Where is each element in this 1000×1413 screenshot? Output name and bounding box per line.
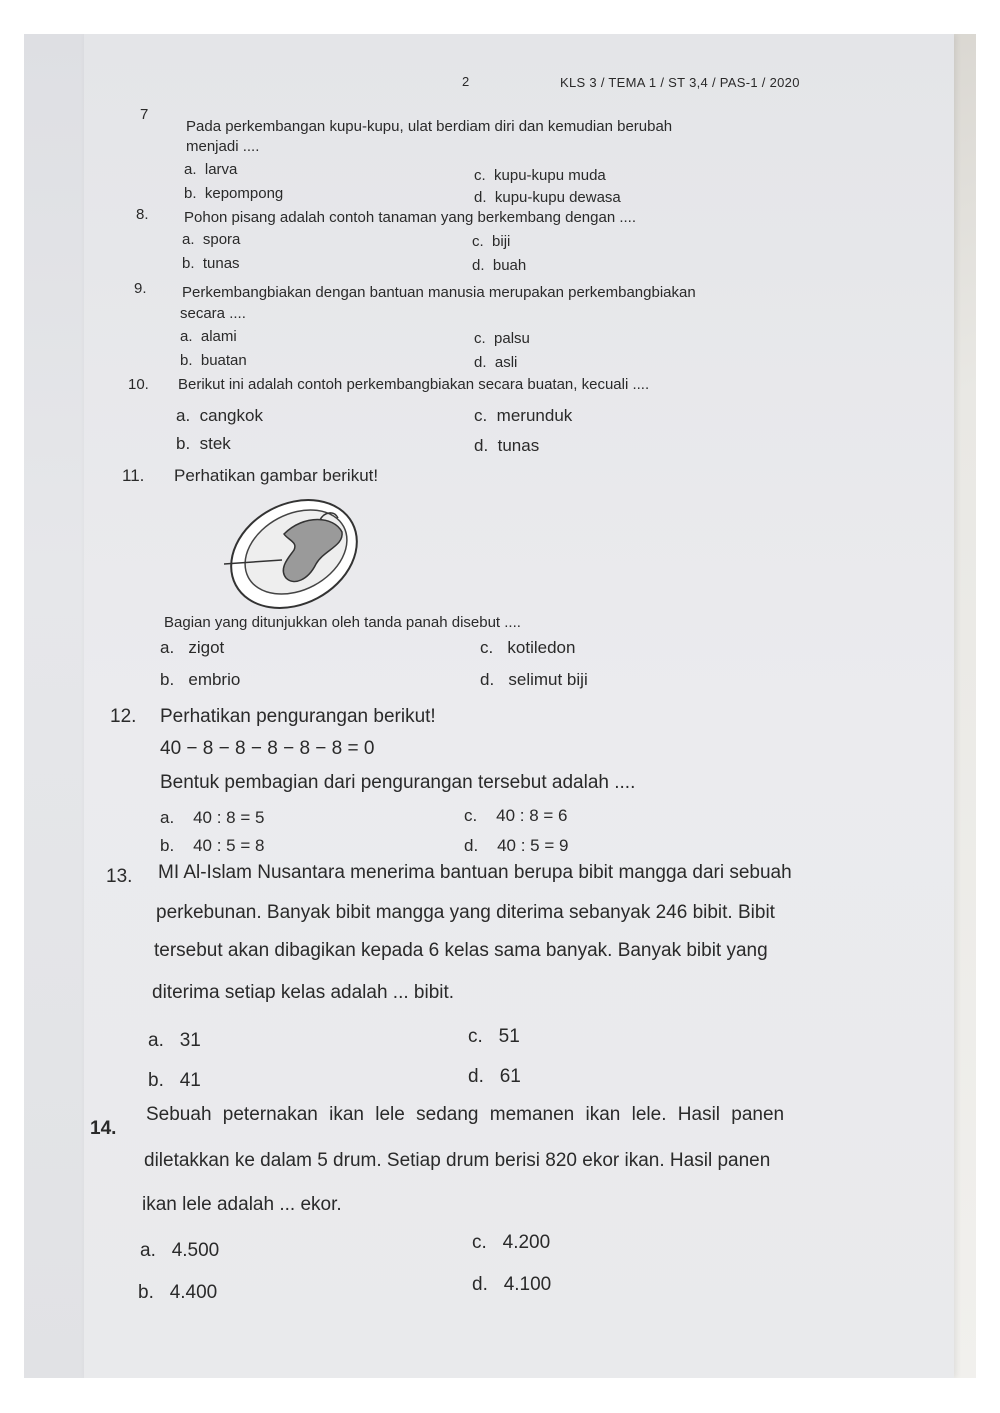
seed-cross-section-figure (224, 494, 364, 614)
question-11-option-a: a. zigot (160, 638, 225, 657)
question-11-option-b: b. embrio (160, 670, 241, 689)
question-12-text-1: Perhatikan pengurangan berikut! (160, 706, 436, 727)
question-9-text-1: Perkembangbiakan dengan bantuan manusia merupakan perkembangbiakan (182, 284, 696, 301)
question-8-number: 8. (136, 206, 149, 223)
question-14-option-a: a. 4.500 (140, 1240, 220, 1261)
question-8-option-b: b. tunas (182, 255, 240, 272)
question-9-option-d: d. asli (474, 354, 518, 371)
question-11-number: 11. (122, 466, 145, 485)
question-10-option-c: c. merunduk (474, 406, 573, 425)
photo-background (24, 34, 976, 1378)
question-10-option-d: d. tunas (474, 436, 540, 455)
question-14-number: 14. (90, 1118, 117, 1139)
question-8-option-d: d. buah (472, 257, 527, 274)
question-12-option-b: b. 40 : 5 = 8 (160, 836, 265, 855)
question-7-option-c: c. kupu-kupu muda (474, 167, 606, 184)
question-10-option-b: b. stek (176, 434, 231, 453)
question-14-option-d: d. 4.100 (472, 1274, 552, 1295)
question-12-option-c: c. 40 : 8 = 6 (464, 806, 568, 825)
question-7-option-b: b. kepompong (184, 185, 284, 202)
question-7-text-2: menjadi .... (186, 138, 260, 155)
question-9-option-a: a. alami (180, 328, 237, 345)
question-12-equation: 40 − 8 − 8 − 8 − 8 − 8 = 0 (160, 738, 375, 759)
question-12-option-d: d. 40 : 5 = 9 (464, 836, 569, 855)
question-13-text-2: perkebunan. Banyak bibit mangga yang diterima sebanyak 246 bibit. Bibit (156, 902, 775, 923)
question-7-number: 7 (140, 106, 149, 123)
question-13-number: 13. (106, 866, 133, 887)
question-14-text-2: diletakkan ke dalam 5 drum. Setiap drum berisi 820 ekor ikan. Hasil panen (144, 1150, 771, 1171)
question-11-option-c: c. kotiledon (480, 638, 576, 657)
question-12-number: 12. (110, 706, 137, 727)
question-8-text: Pohon pisang adalah contoh tanaman yang berkembang dengan .... (184, 209, 637, 226)
question-13-option-c: c. 51 (468, 1026, 520, 1047)
question-11-option-d: d. selimut biji (480, 670, 588, 689)
exam-paper (84, 34, 954, 1378)
question-10-number: 10. (128, 376, 149, 393)
question-13-text-3: tersebut akan dibagikan kepada 6 kelas sama banyak. Banyak bibit yang (154, 940, 768, 961)
question-10-option-a: a. cangkok (176, 406, 263, 425)
question-13-text-1: MI Al-Islam Nusantara menerima bantuan berupa bibit mangga dari sebuah (158, 862, 792, 883)
question-13-text-4: diterima setiap kelas adalah ... bibit. (152, 982, 455, 1003)
question-14-option-c: c. 4.200 (472, 1232, 551, 1253)
question-14-text-3: ikan lele adalah ... ekor. (142, 1194, 342, 1215)
question-8-option-a: a. spora (182, 231, 241, 248)
question-9-option-b: b. buatan (180, 352, 247, 369)
question-9-option-c: c. palsu (474, 330, 530, 347)
question-7-text-1: Pada perkembangan kupu-kupu, ulat berdiam diri dan kemudian berubah (186, 118, 673, 135)
page-number: 2 (462, 74, 470, 89)
question-11-text-1: Perhatikan gambar berikut! (174, 466, 379, 485)
question-12-option-a: a. 40 : 8 = 5 (160, 808, 265, 827)
header-code: KLS 3 / TEMA 1 / ST 3,4 / PAS-1 / 2020 (560, 75, 800, 90)
question-7-option-d: d. kupu-kupu dewasa (474, 189, 621, 206)
question-13-option-a: a. 31 (148, 1030, 201, 1051)
question-13-option-d: d. 61 (468, 1066, 521, 1087)
question-9-text-2: secara .... (180, 305, 246, 322)
question-12-text-2: Bentuk pembagian dari pengurangan tersebut adalah .... (160, 772, 636, 793)
question-9-number: 9. (134, 280, 147, 297)
question-10-text: Berikut ini adalah contoh perkembangbiakan secara buatan, kecuali .... (178, 376, 650, 393)
question-7-option-a: a. larva (184, 161, 238, 178)
question-14-option-b: b. 4.400 (138, 1282, 218, 1303)
question-11-text-2: Bagian yang ditunjukkan oleh tanda panah disebut .... (164, 614, 521, 631)
question-14-text-1: Sebuah peternakan ikan lele sedang memanen ikan lele. Hasil panen (146, 1104, 785, 1125)
question-13-option-b: b. 41 (148, 1070, 201, 1091)
question-8-option-c: c. biji (472, 233, 511, 250)
